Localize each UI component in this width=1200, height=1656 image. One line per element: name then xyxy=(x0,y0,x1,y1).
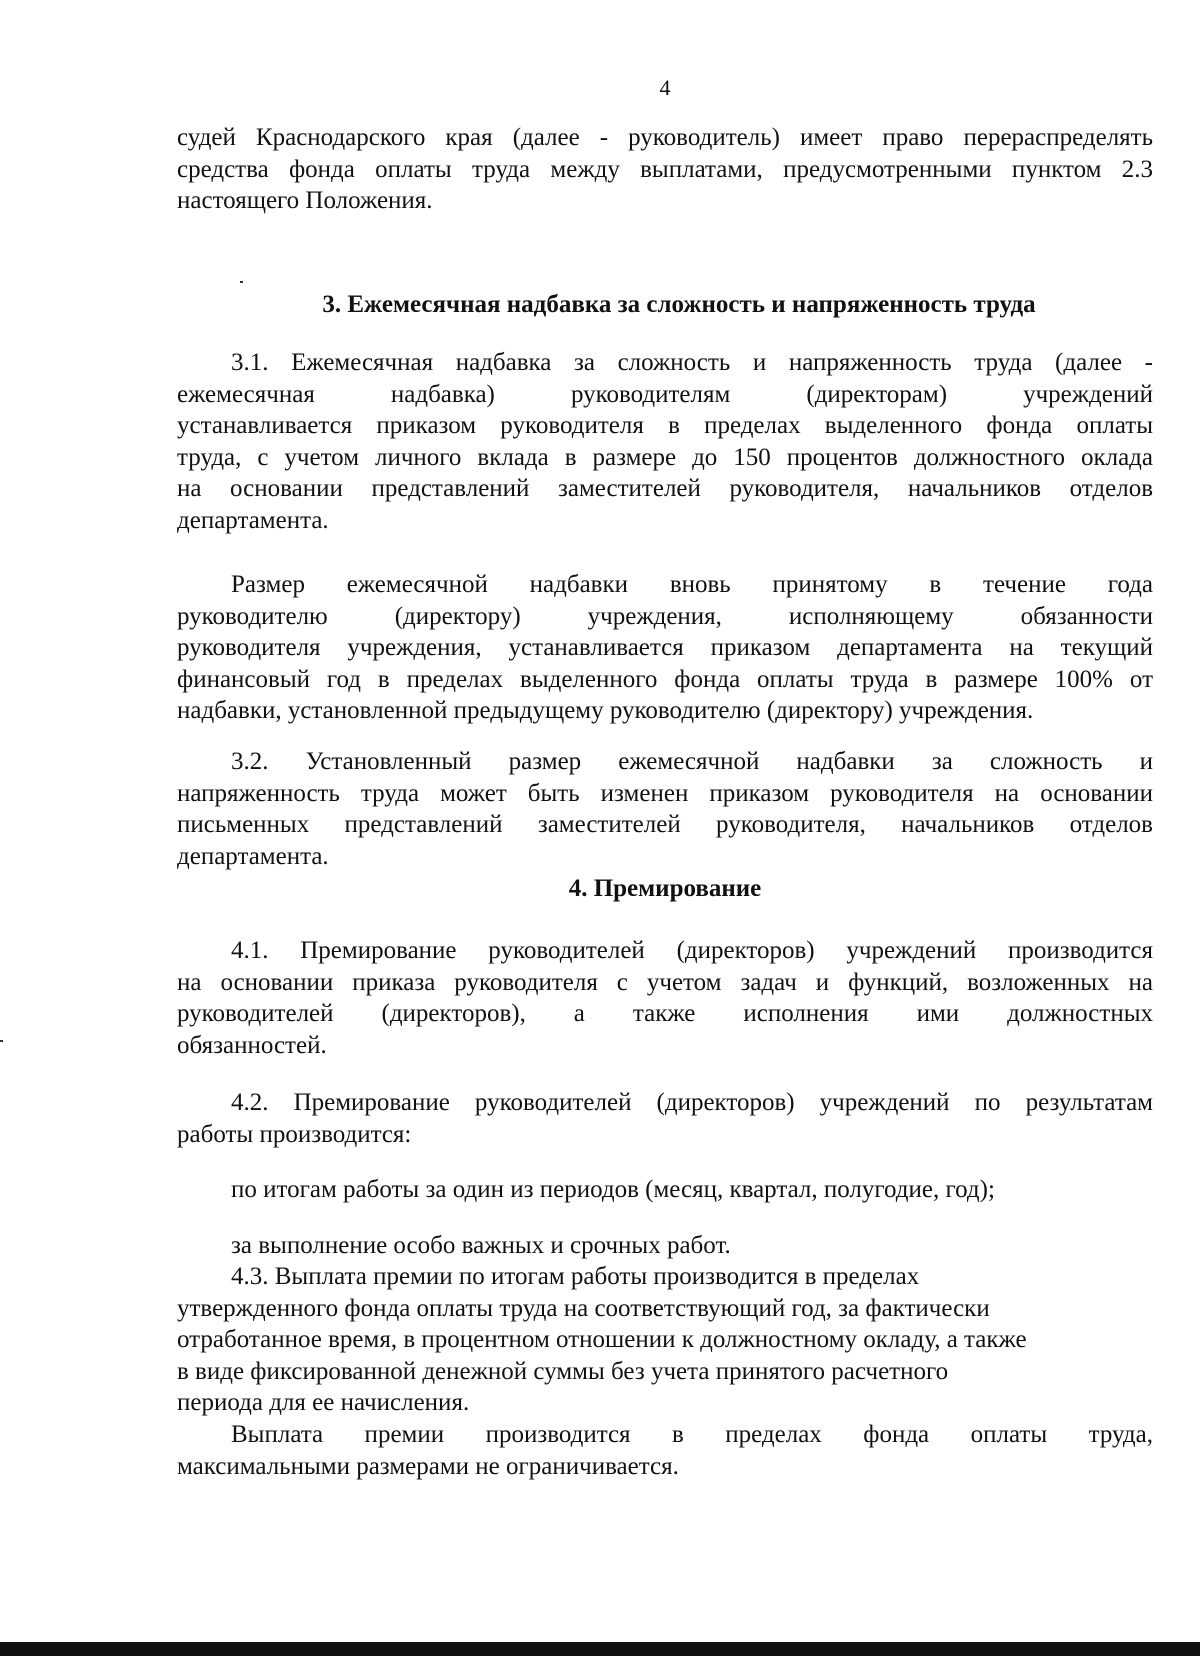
text-line: настоящего Положения. xyxy=(177,187,433,214)
text-line: 3.2. Установленный размер ежемесячной надбавки за сложность и xyxy=(231,748,1153,775)
text-line: устанавливается приказом руководителя в пределах выделенного фонда оплаты xyxy=(177,412,1153,439)
text-line: руководителя учреждения, устанавливается приказом департамента на текущий xyxy=(177,634,1153,661)
text-line: 4.3. Выплата премии по итогам работы производится в пределах xyxy=(231,1263,920,1290)
text-line: отработанное время, в процентном отношении к должностному окладу, а также xyxy=(177,1326,1027,1353)
paragraph-3-2 xyxy=(177,746,1153,872)
scan-bottom-edge xyxy=(0,1642,1200,1656)
text-line: Размер ежемесячной надбавки вновь принятому в течение года xyxy=(231,571,1153,598)
text-line: 4.1. Премирование руководителей (директоров) учреждений производится xyxy=(231,937,1153,964)
text-line: надбавки, установленной предыдущему руководителю (директору) учреждения. xyxy=(177,697,1034,724)
text-line: на основании приказа руководителя с учетом задач и функций, возложенных на xyxy=(177,968,1153,996)
text-line: 4.2. Премирование руководителей (директоров) учреждений по результатам xyxy=(231,1089,1153,1116)
paragraph-4-3-b xyxy=(177,1419,1153,1482)
section-4-heading: 4. Премирование xyxy=(568,875,762,902)
paragraph-4-2-item-2 xyxy=(177,1230,1153,1262)
text-line: труда, с учетом личного вклада в размере до 150 процентов должностного оклада xyxy=(177,443,1153,471)
text-line: утвержденного фонда оплаты труда на соответствующий год, за фактически xyxy=(177,1294,990,1322)
paragraph-3-1 xyxy=(177,347,1153,536)
scan-speck xyxy=(240,281,243,283)
text-line: напряженность труда может быть изменен приказом руководителя на основании xyxy=(177,779,1153,807)
section-3-heading: 3. Ежемесячная надбавка за сложность и напряженность труда xyxy=(322,291,1036,318)
intro-paragraph xyxy=(177,122,1153,217)
text-line: руководителю (директору) учреждения, исполняющему обязанности xyxy=(177,602,1153,630)
text-line: ежемесячная надбавка) руководителям (директорам) учреждений xyxy=(177,380,1153,408)
paragraph-4-2-item-1 xyxy=(177,1174,1153,1206)
text-line: за выполнение особо важных и срочных работ. xyxy=(231,1232,731,1259)
text-line: по итогам работы за один из периодов (месяц, квартал, полугодие, год); xyxy=(231,1176,995,1203)
paragraph-4-2 xyxy=(177,1087,1153,1150)
paragraph-4-1 xyxy=(177,935,1153,1061)
scan-speck xyxy=(0,1040,3,1042)
text-line: финансовый год в пределах выделенного фонда оплаты труда в размере 100% от xyxy=(177,665,1153,693)
text-line: периода для ее начисления. xyxy=(177,1389,470,1416)
paragraph-4-3 xyxy=(177,1261,1147,1419)
text-line: департамента. xyxy=(177,506,329,534)
text-line: средства фонда оплаты труда между выплатами, предусмотренными пунктом 2.3 xyxy=(177,155,1153,183)
paragraph-3-1-b xyxy=(177,569,1153,727)
text-line: работы производится: xyxy=(177,1120,412,1148)
text-line: максимальными размерами не ограничивается. xyxy=(177,1452,679,1480)
text-line: Выплата премии производится в пределах фонда оплаты труда, xyxy=(231,1421,1153,1448)
text-line: департамента. xyxy=(177,842,329,870)
text-line: руководителей (директоров), а также исполнения ими должностных xyxy=(177,1000,1153,1027)
text-line: письменных представлений заместителей руководителя, начальников отделов xyxy=(177,811,1153,838)
text-line: 3.1. Ежемесячная надбавка за сложность и напряженность труда (далее - xyxy=(231,349,1153,376)
document-page xyxy=(177,0,1153,1656)
text-line: судей Краснодарского края (далее - руководитель) имеет право перераспределять xyxy=(177,124,1153,151)
text-line: на основании представлений заместителей руководителя, начальников отделов xyxy=(177,475,1153,502)
text-line: обязанностей. xyxy=(177,1031,327,1059)
page-number: 4 xyxy=(659,75,671,100)
text-line: в виде фиксированной денежной суммы без учета принятого расчетного xyxy=(177,1357,949,1385)
